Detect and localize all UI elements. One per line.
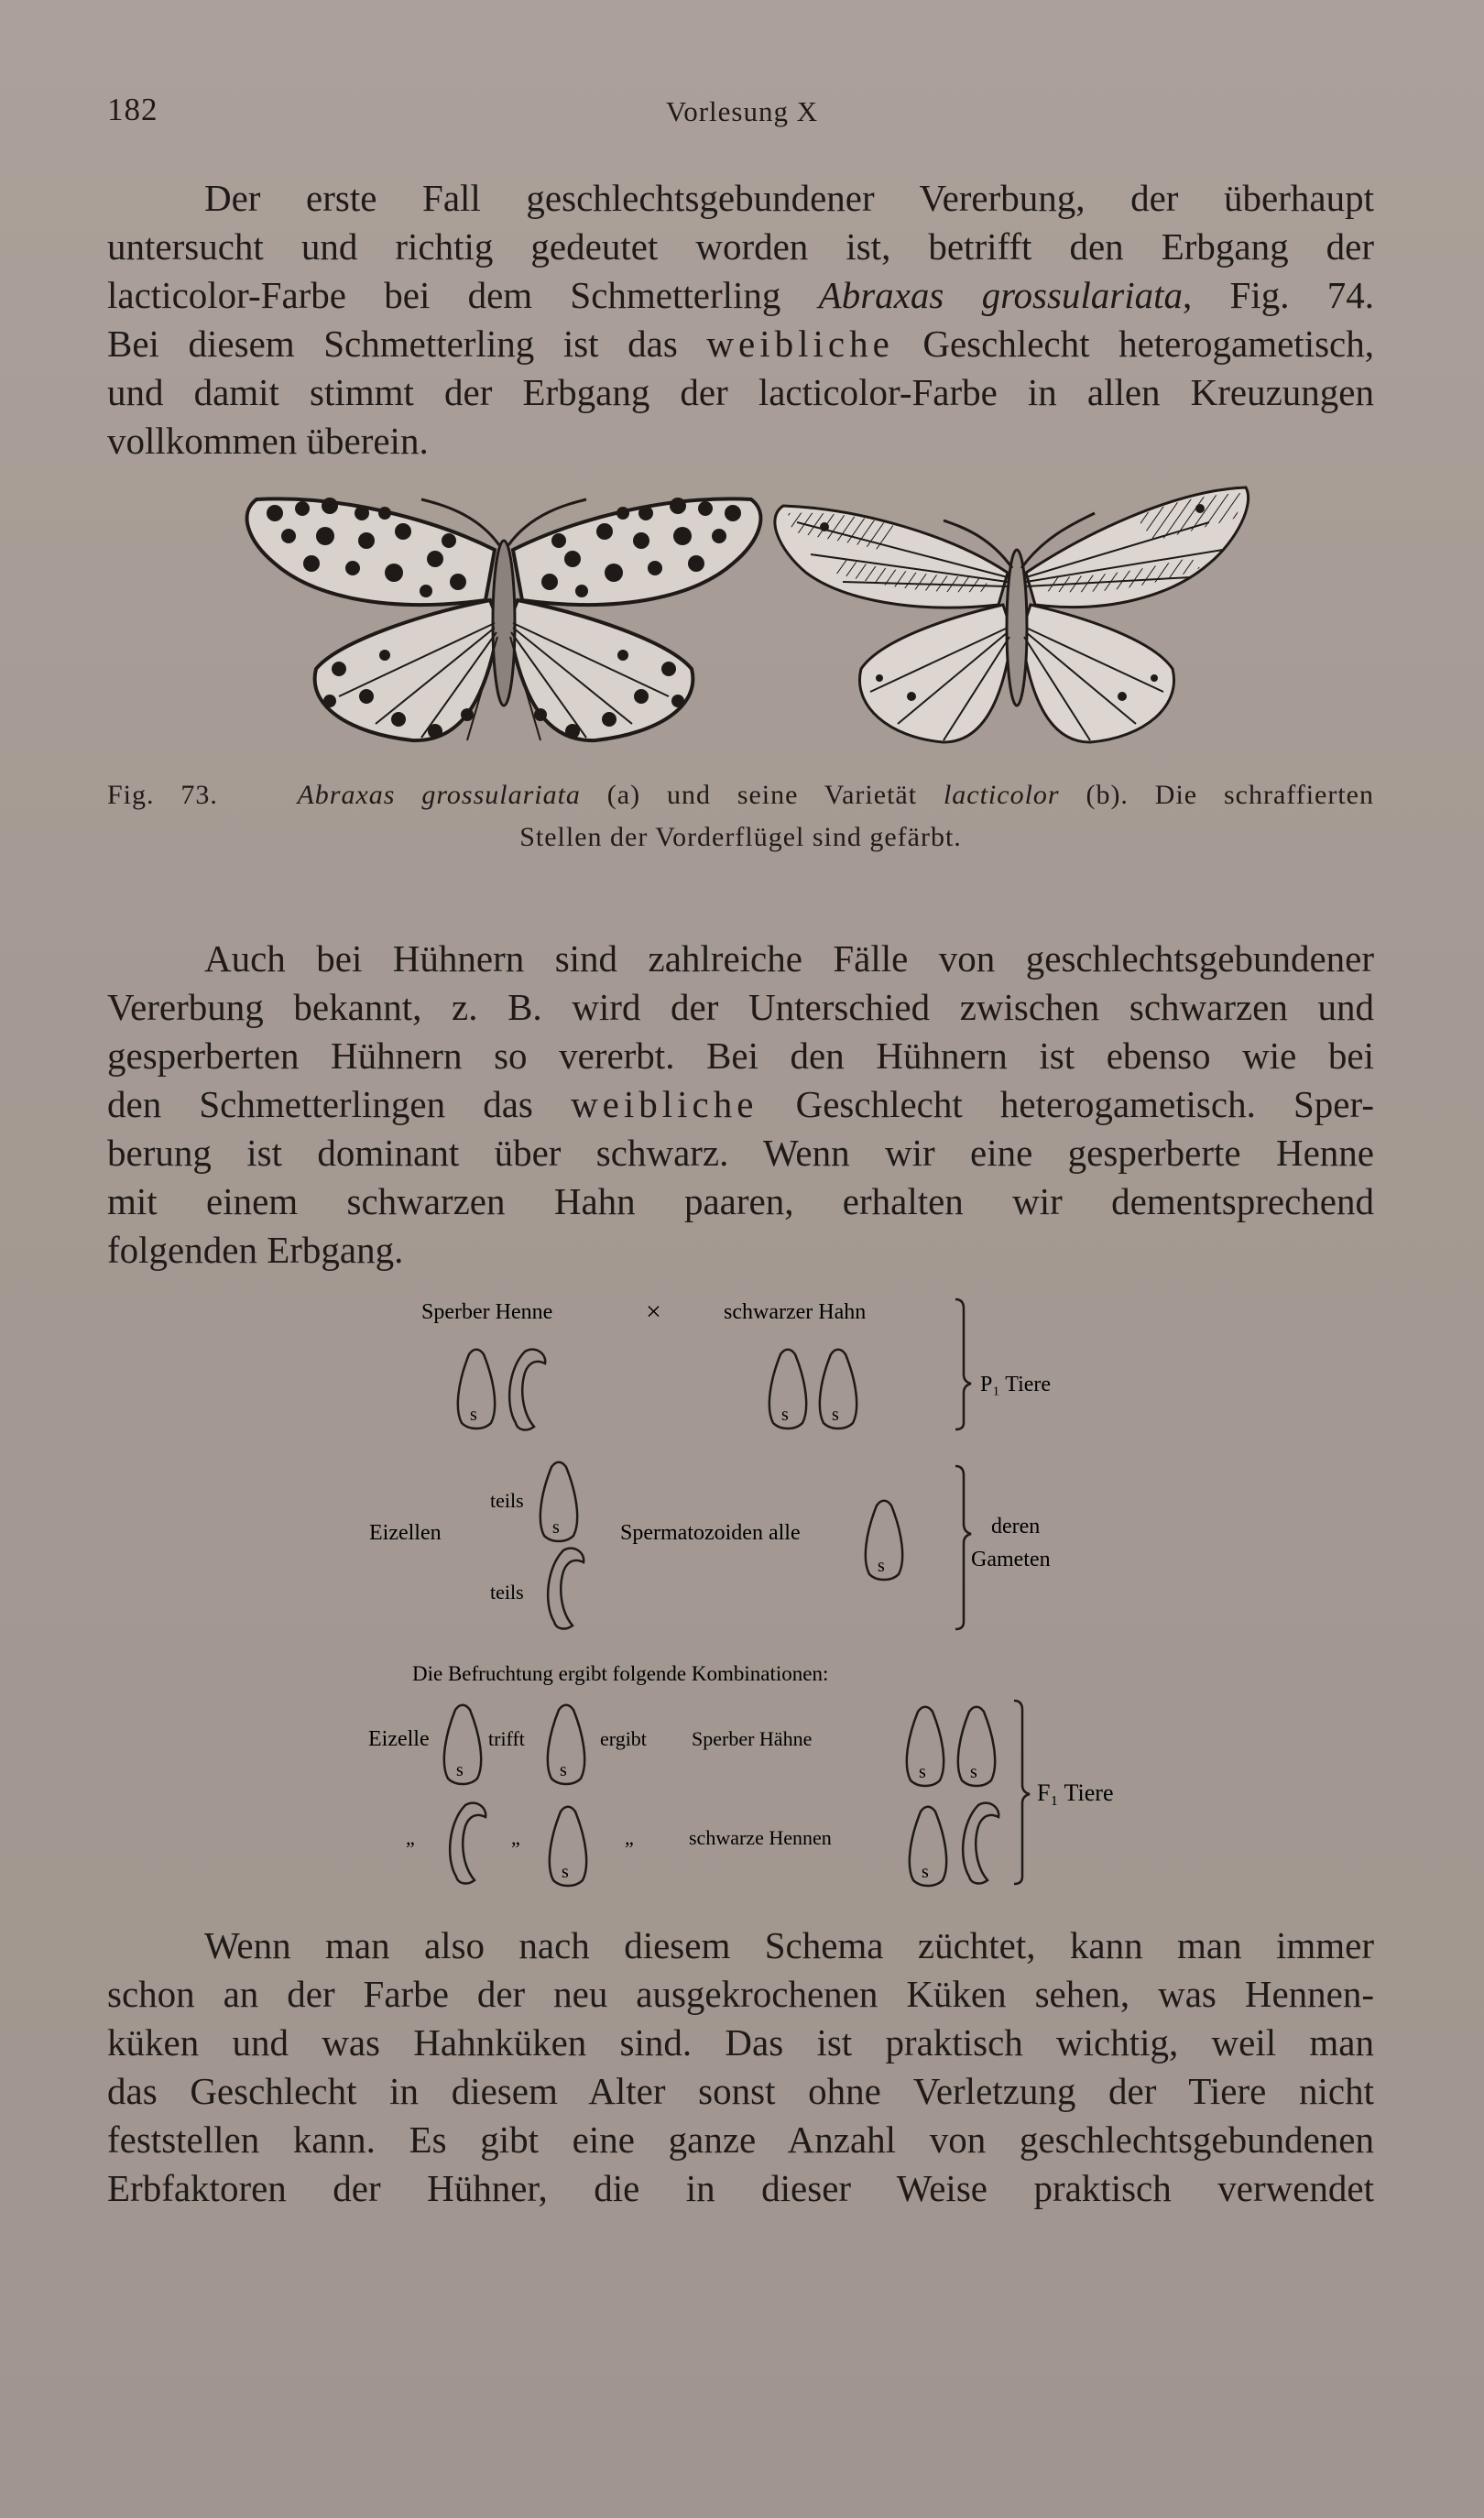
gene-s-label: s xyxy=(970,1762,977,1782)
text-run: den Schmetterlingen das xyxy=(107,1083,572,1125)
gene-s-label: s xyxy=(922,1862,929,1882)
gene-s-label: s xyxy=(470,1405,477,1425)
gene-s-label: s xyxy=(560,1760,567,1780)
butterfly-a-illustration xyxy=(247,498,761,740)
variety-name: lacticolor xyxy=(943,780,1060,810)
text-line: schon an der Farbe der neu ausgekrochenen Küken sehen, was Hennen- xyxy=(107,1973,1374,2015)
chromosome-hook xyxy=(963,1803,998,1884)
text-line: und damit stimmt der Erbgang der lacticolor-Farbe in allen Kreuzungen xyxy=(107,371,1374,413)
label-p1-tiere: P₁ Tiere xyxy=(980,1373,1052,1396)
inheritance-scheme-diagram xyxy=(348,1290,1173,1895)
label-eizelle: Eizelle xyxy=(368,1727,430,1751)
text-line: vollkommen überein. xyxy=(107,420,429,462)
text-run: , Fig. 74. xyxy=(1183,274,1374,316)
caption-line: Stellen der Vorderflügel sind gefärbt. xyxy=(519,822,962,852)
species-name: Abraxas grossulariata xyxy=(297,780,581,810)
bracket-f1 xyxy=(1014,1701,1030,1884)
label-ergibt: ergibt xyxy=(600,1727,647,1750)
gene-s-label: s xyxy=(781,1405,789,1425)
chromosome-hook xyxy=(548,1549,584,1629)
figure-73-caption xyxy=(107,774,1374,859)
chromosome-hook xyxy=(450,1803,486,1884)
gene-s-label: s xyxy=(562,1862,569,1882)
paragraph-schema-practice xyxy=(107,1921,1374,2213)
text-line: das Geschlecht in diesem Alter sonst ohne Verletzung der Tiere nicht xyxy=(107,2070,1374,2112)
page-number: 182 xyxy=(107,92,158,127)
text-line xyxy=(107,1080,1374,1129)
spaced-emphasis: weibliche xyxy=(706,323,894,365)
text-line: Wenn man also nach diesem Schema züchtet, kann man immer xyxy=(204,1924,1374,1966)
bracket-p1 xyxy=(955,1299,971,1429)
text-run: (a) und seine Varietät xyxy=(580,780,944,810)
label-schwarze-hennen: schwarze Hennen xyxy=(689,1826,832,1849)
page-header xyxy=(107,92,1377,137)
ditto-mark: „ xyxy=(511,1826,520,1849)
label-trifft: trifft xyxy=(488,1727,525,1750)
text-line: Erbfaktoren der Hühner, die in dieser Weise praktisch verwendet xyxy=(107,2167,1374,2209)
text-line: Auch bei Hühnern sind zahlreiche Fälle von geschlechtsgebundener xyxy=(204,937,1374,980)
paragraph-sex-linked-abraxas xyxy=(107,174,1374,465)
text-line: Vererbung bekannt, z. B. wird der Unterschied zwischen schwarzen und xyxy=(107,986,1374,1028)
species-name: Abraxas grossulariata xyxy=(818,274,1184,316)
label-eizellen: Eizellen xyxy=(369,1521,442,1545)
spaced-emphasis: weibliche xyxy=(571,1083,758,1125)
label-befruchtung: Die Befruchtung ergibt folgende Kombinationen: xyxy=(412,1662,829,1685)
text-run: lacticolor-Farbe bei dem Schmetterling xyxy=(107,274,819,316)
text-line: untersucht und richtig gedeutet worden ist, betrifft den Erbgang der xyxy=(107,225,1374,268)
ditto-mark: „ xyxy=(625,1826,634,1849)
text-line: mit einem schwarzen Hahn paaren, erhalten wir dementsprechend xyxy=(107,1180,1374,1222)
text-line: küken und was Hahnküken sind. Das ist praktisch wichtig, weil man xyxy=(107,2021,1374,2064)
text-run: (b). Die schraffierten xyxy=(1059,780,1375,810)
text-run: Bei diesem Schmetterling ist das xyxy=(107,323,707,365)
paragraph-chickens xyxy=(107,935,1374,1275)
text-line: gesperberten Hühnern so vererbt. Bei den Hühnern ist ebenso wie bei xyxy=(107,1035,1374,1077)
text-run: Geschlecht heterogametisch, xyxy=(893,323,1374,365)
text-line xyxy=(107,320,1374,368)
label-teils-top: teils xyxy=(490,1489,524,1512)
cross-symbol: × xyxy=(646,1297,661,1327)
label-teils-bottom: teils xyxy=(490,1581,524,1604)
ditto-mark: „ xyxy=(406,1826,415,1849)
text-line: Der erste Fall geschlechtsgebundener Vererbung, der überhaupt xyxy=(204,177,1374,219)
label-deren: deren xyxy=(991,1515,1041,1538)
gene-s-label: s xyxy=(456,1760,464,1780)
label-spermatozoiden-alle: Spermatozoiden alle xyxy=(620,1521,801,1545)
figure-73-butterflies xyxy=(238,486,1255,747)
gene-s-label: s xyxy=(552,1517,560,1538)
label-sperber-haehne: Sperber Hähne xyxy=(692,1727,813,1750)
text-line: folgenden Erbgang. xyxy=(107,1229,404,1271)
gene-s-label: s xyxy=(919,1762,926,1782)
label-gameten: Gameten xyxy=(971,1548,1051,1571)
gene-s-label: s xyxy=(878,1556,885,1576)
figure-label: Fig. 73. xyxy=(107,780,218,810)
label-schwarzer-hahn: schwarzer Hahn xyxy=(724,1300,867,1324)
text-line: berung ist dominant über schwarz. Wenn wir eine gesperberte Henne xyxy=(107,1132,1374,1174)
gene-s-label: s xyxy=(832,1405,839,1425)
label-sperber-henne: Sperber Henne xyxy=(421,1300,553,1324)
bracket-gameten xyxy=(955,1466,971,1629)
text-line xyxy=(107,271,1374,320)
label-f1-tiere: F₁ Tiere xyxy=(1037,1779,1114,1806)
chromosome-hook xyxy=(509,1350,545,1430)
text-line: feststellen kann. Es gibt eine ganze Anzahl von geschlechtsgebundenen xyxy=(107,2118,1374,2161)
text-run: Geschlecht heterogametisch. Sper- xyxy=(758,1083,1374,1125)
butterfly-b-illustration xyxy=(775,487,1249,742)
caption-line xyxy=(107,774,1374,816)
running-title: Vorlesung X xyxy=(665,95,819,127)
